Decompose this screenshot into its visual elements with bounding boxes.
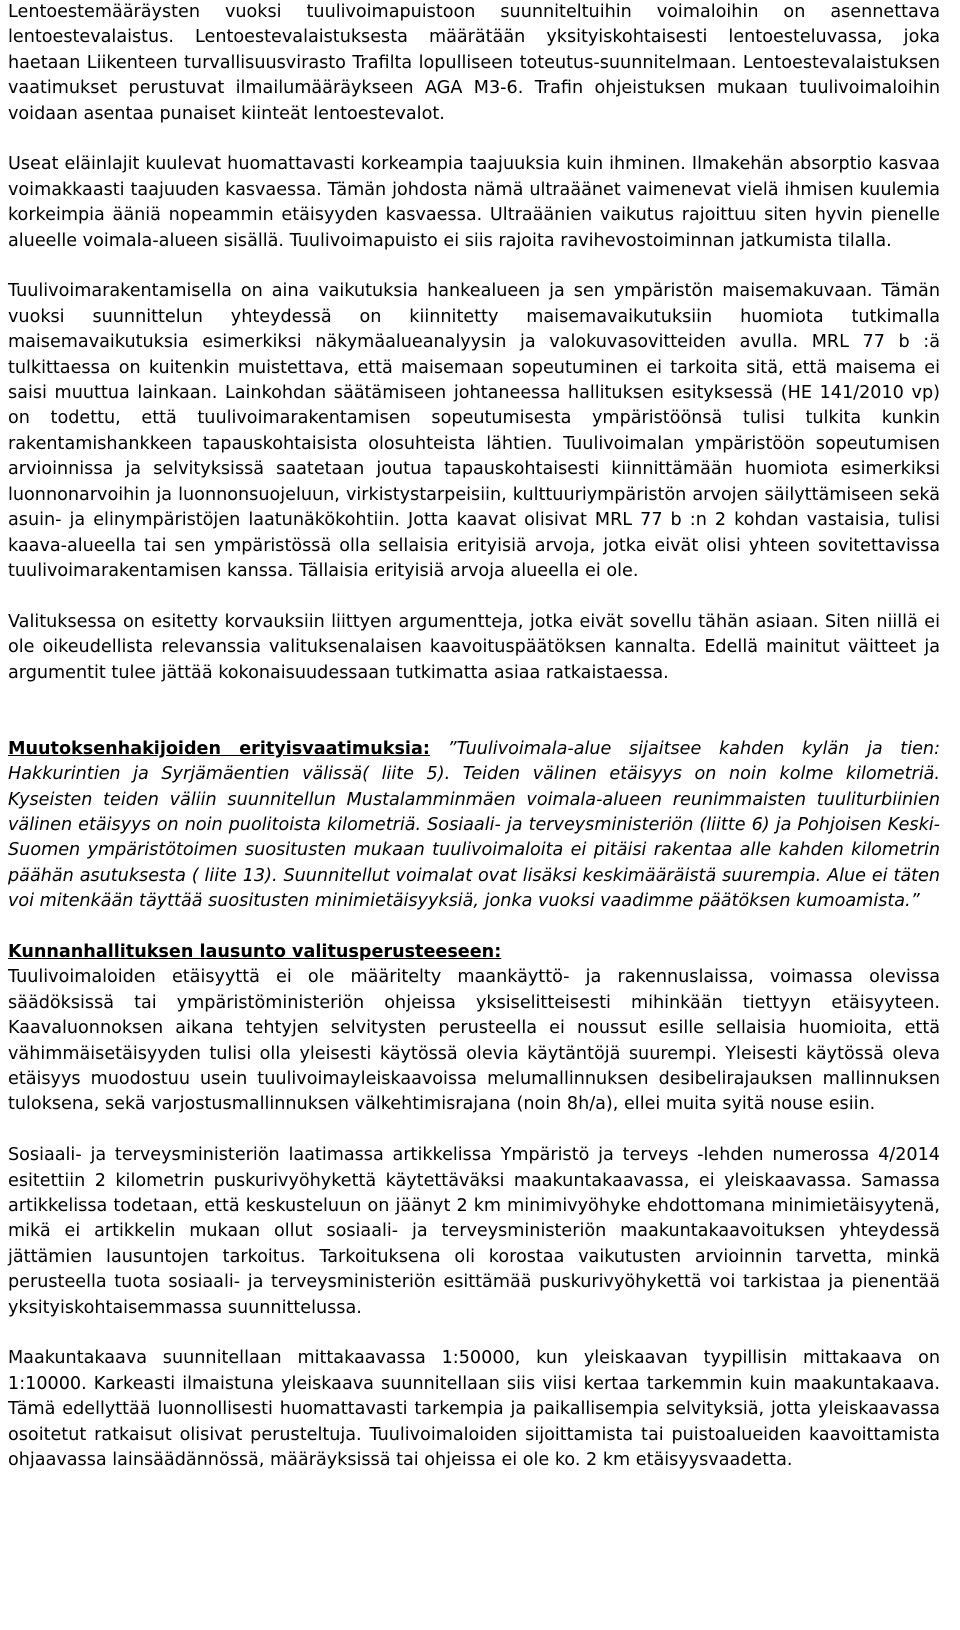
statement-paragraph: Maakuntakaava suunnitellaan mittakaavassa 1:50000, kun yleiskaavan tyypillisin mittakaava on 1:10000. Karkeasti ilmaistuna yleiskaava suunnitellaan siis viisi kertaa tarkemmin kuin maakuntakaava. Tämä edellyttää luonnollisesti huomattavasti tarkempia ja paikallisempia selvityksiä, jotta yleiskaavassa osoitetut ratkaisut olisivat perusteltuja. Tuulivoimaloiden sijoittamista tai puistoalueiden kaavoittamista ohjaavassa lainsäädännössä, määräyksissä tai ohjeissa ei ole ko. 2 km etäisyysvaadetta. (8, 1348, 940, 1471)
spacer (8, 1321, 940, 1346)
paragraph-aviation-lights: Lentoestemääräysten vuoksi tuulivoimapuistoon suunniteltuihin voimaloihin on asennettava lentoestevalaistus. Lentoestevalaistuksesta määrätään yksityiskohtaisesti lentoesteluvassa, joka haetaan Liikenteen turvallisuusvirasto Trafilta lopulliseen toteutus-suunnitelmaan. Lentoestevalaistuksen vaatimukset perustuvat ilmailumääräykseen AGA M3-6. Trafin ohjeistuksen mukaan tuulivoimaloihin voidaan asentaa punaiset kiinteät lentoestevalot. (8, 2, 940, 124)
claim-text: ”Tuulivoimala-alue sijaitsee kahden kylän ja tien: Hakkurintien ja Syrjämäentien välissä( liite 5). Teiden välinen etäisyys on noin kolme kilometriä. Kyseisten teiden väliin suunnitellun Mustalamminmäen voimala-alueen reunimmaisten tuuliturbiinien välinen etäisyys on noin puolitoista kilometriä. Sosiaali- ja terveysministeriön (liitte 6) ja Pohjoisen Keski-Suomen ympäristötoimen suositusten mukaan tuulivoimaloita ei pitäisi rakentaa alle kahden kilometrin päähän asutuksesta ( liite 13). Suunnitellut voimalat ovat lisäksi keskimääräistä suurempia. Alue ei täten voi mitenkään täyttää suositusten minimietäisyyksiä, jonka vuoksi vaadimme päätöksen kumoamista.” (8, 738, 941, 912)
spacer (8, 686, 940, 737)
spacer (8, 584, 940, 609)
paragraph-ultrasound: Useat eläinlajit kuulevat huomattavasti korkeampia taajuuksia kuin ihminen. Ilmakehän absorptio kasvaa voimakkaasti taajuuden kasvaessa. Tämän johdosta nämä ultraäänet vaimenevat vielä ihmisen kuulemia korkeimpia ääniä nopeammin etäisyyden kasvaessa. Ultraäänien vaikutus rajoittuu siten hyvin pienelle alueelle voimala-alueen sisällä. Tuulivoimapuisto ei siis rajoita ravihevostoiminnan jatkumista tilalla. (8, 154, 940, 251)
spacer (8, 1118, 940, 1143)
document-body (8, 0, 940, 1473)
statement-heading: Kunnanhallituksen lausunto valitusperusteeseen: (8, 941, 502, 962)
paragraph-landscape: Tuulivoimarakentamisella on aina vaikutuksia hankealueen ja sen ympäristön maisemakuvaan. Tämän vuoksi suunnittelun yhteydessä on kiinnitetty maisemavaikutuksiin huomiota tutkimalla maisemavaikutuksia esimerkiksi näkymäalueanalyysin ja valokuvasovitteiden avulla. MRL 77 b :ä tulkittaessa on kuitenkin muistettava, että maisemaan sopeutuminen ei tarkoita sitä, että maisema ei saisi muuttua lainkaan. Lainkohdan säätämiseen johtaneessa hallituksen esityksessä (HE 141/2010 vp) on todettu, että tuulivoimarakentamisen sopeutumisesta ympäristöönsä tulisi tulkita kunkin rakentamishankkeen tapauskohtaisista olosuhteista lähtien. Tuulivoimalan ympäristöön sopeutumisen arvioinnissa ja selvityksissä saatetaan joutua tapauskohtaisesti kiinnittämään huomiota esimerkiksi luonnonarvoihin ja luonnonsuojeluun, virkistystarpeisiin, kulttuuriympäristön arvojen säilyttämiseen sekä asuin- ja elinympäristöjen laatunäkökohtiin. Jotta kaavat olisivat MRL 77 b :n 2 kohdan vastaisia, tulisi kaava-alueella tai sen ympäristössä olla sellaisia erityisiä arvoja, jotka eivät olisi yhteen sovitettavissa tuulivoimarakentamisen kanssa. Tällaisia erityisiä arvoja alueella ei ole. (8, 281, 940, 581)
spacer (8, 915, 940, 940)
spacer (8, 254, 940, 279)
paragraph-compensation: Valituksessa on esitetty korvauksiin liittyen argumentteja, jotka eivät sovellu tähän asiaan. Siten niillä ei ole oikeudellista relevanssia valituksenalaisen kaavoituspäätöksen kannalta. Edellä mainitut väitteet ja argumentit tulee jättää kokonaisuudessaan tutkimatta asiaa ratkaistaessa. (8, 611, 940, 683)
statement-paragraph: Sosiaali- ja terveysministeriön laatimassa artikkelissa Ympäristö ja terveys -lehden numerossa 4/2014 esitettiin 2 kilometrin puskurivyöhykettä käytettäväksi maakuntakaavassa, ei yleiskaavassa. Samassa artikkelissa todetaan, että keskusteluun on jäänyt 2 km minimivyöhyke ehdottomana minimietäisyytenä, mikä ei artikkelin mukaan ollut sosiaali- ja terveysministeriön maakuntakaavoituksen yhteydessä jättämien lausuntojen tarkoitus. Tarkoituksena oli korostaa vaikutusten arvioinnin tarvetta, minkä perusteella tuota sosiaali- ja terveysministeriön esittämää puskurivyöhykettä voi tarkistaa ja pienentää yksityiskohtaisemmassa suunnittelussa. (8, 1145, 940, 1318)
claim-heading: Muutoksenhakijoiden erityisvaatimuksia: (8, 738, 430, 759)
claim-block (8, 737, 940, 915)
statement-paragraph: Tuulivoimaloiden etäisyyttä ei ole määritelty maankäyttö- ja rakennuslaissa, voimassa olevissa säädöksissä tai ympäristöministeriön ohjeissa yksiselitteisesti mihinkään tiettyyn etäisyyteen. Kaavaluonnoksen aikana tehtyjen selvitysten perusteella ei noussut esille sellaisia huomioita, että vähimmäisetäisyyden tulisi olla yleisesti käytössä olevia käytäntöjä suurempi. Yleisesti käytössä oleva etäisyys muodostuu usein tuulivoimayleiskaavoissa melumallinnuksen desibelirajauksen mallinnuksen tuloksena, sekä varjostusmallinnuksen välkehtimisrajana (noin 8h/a), ellei muita syitä nouse esiin. (8, 967, 940, 1115)
spacer (8, 127, 940, 152)
